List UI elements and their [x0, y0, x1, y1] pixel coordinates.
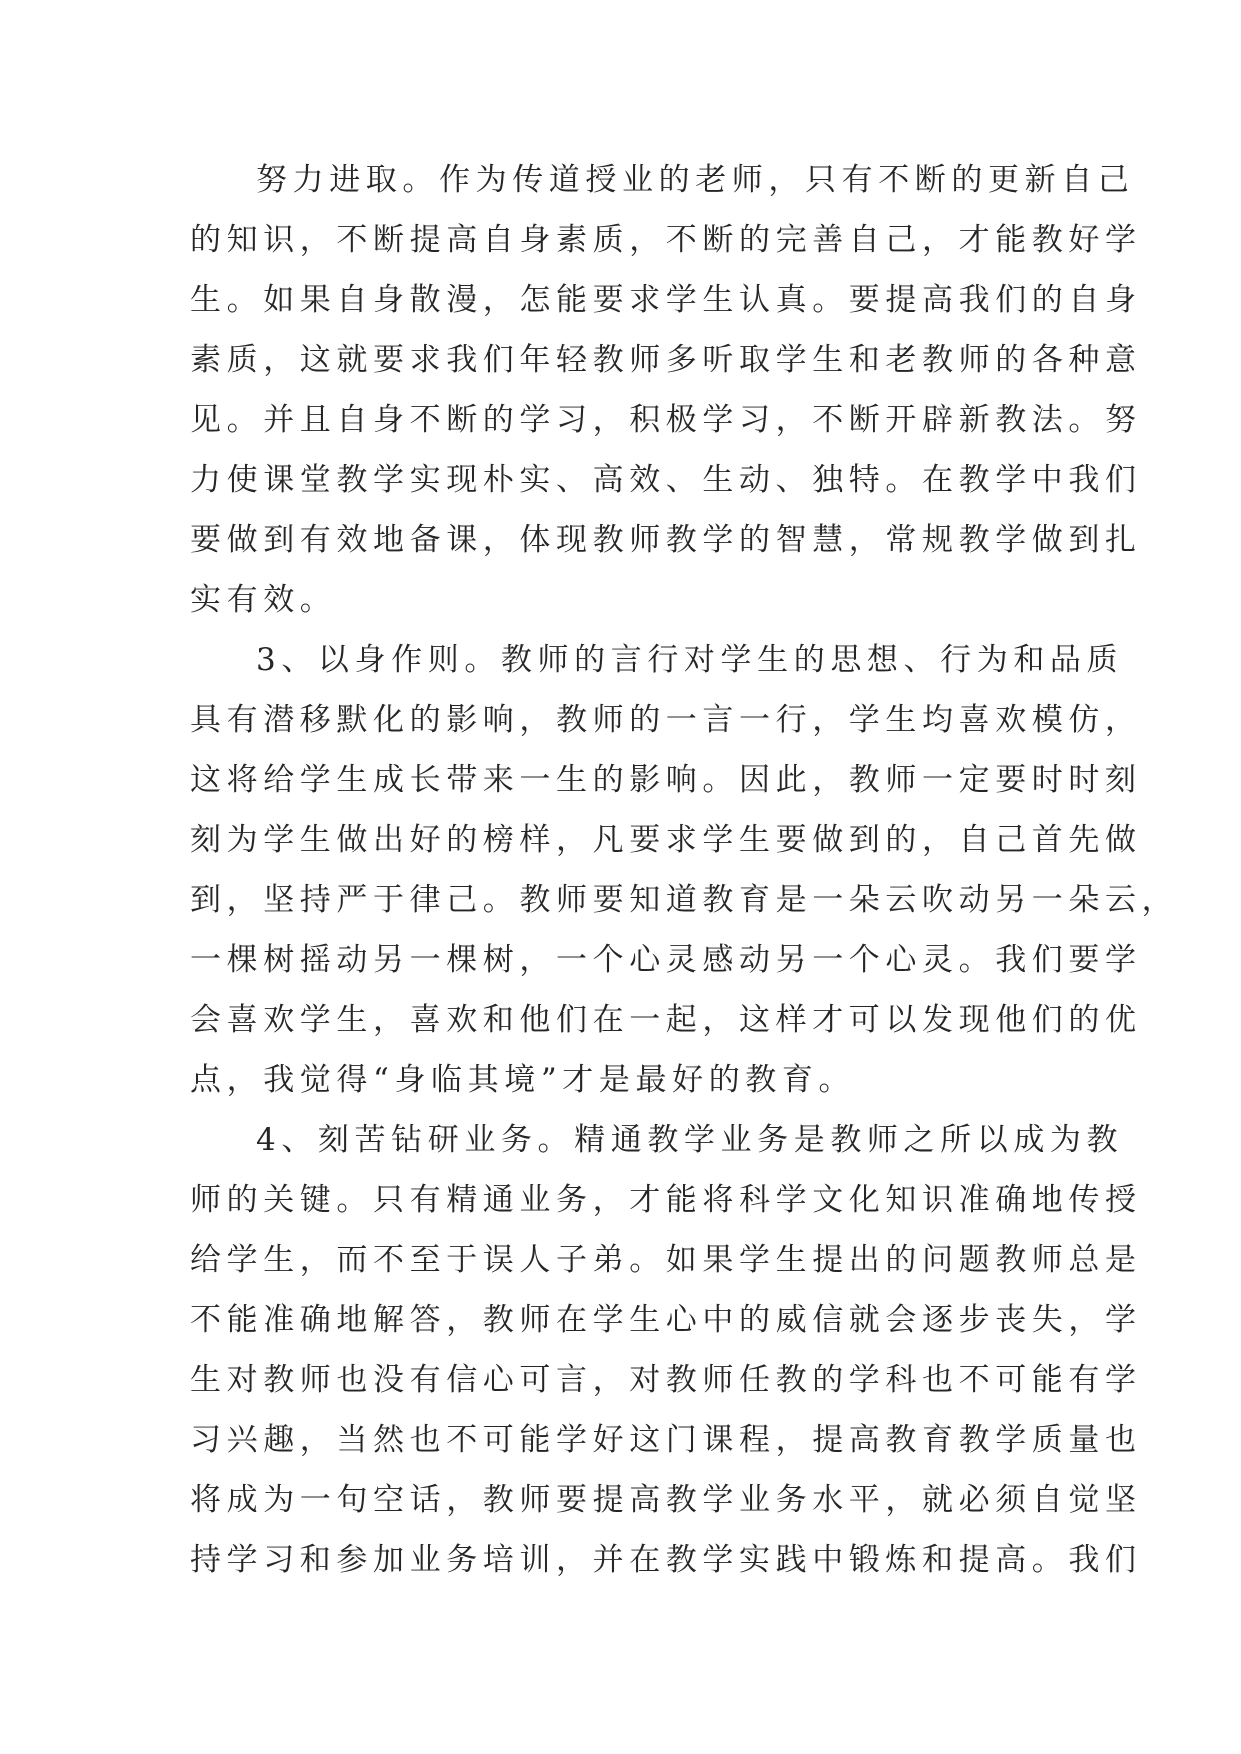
text-line: 到，坚持严于律己。教师要知道教育是一朵云吹动另一朵云，: [190, 882, 1179, 918]
text-line: 习兴趣，当然也不可能学好这门课程，提高教育教学质量也: [190, 1422, 1142, 1458]
text-line: 会喜欢学生，喜欢和他们在一起，这样才可以发现他们的优: [190, 1002, 1142, 1038]
text-line: 见。并且自身不断的学习，积极学习，不断开辟新教法。努: [190, 402, 1142, 438]
text-line: 不能准确地解答，教师在学生心中的威信就会逐步丧失，学: [190, 1302, 1142, 1338]
body-text: [190, 150, 1179, 1590]
text-line: 3、以身作则。教师的言行对学生的思想、行为和品质: [256, 642, 1124, 678]
text-line: 4、刻苦钻研业务。精通教学业务是教师之所以成为教: [256, 1122, 1124, 1158]
text-line: 努力进取。作为传道授业的老师，只有不断的更新自己: [256, 162, 1135, 198]
text-line: 一棵树摇动另一棵树，一个心灵感动另一个心灵。我们要学: [190, 942, 1142, 978]
text-line: 这将给学生成长带来一生的影响。因此，教师一定要时时刻: [190, 762, 1142, 798]
text-line: 刻为学生做出好的榜样，凡要求学生要做到的，自己首先做: [190, 822, 1142, 858]
text-line: 素质，这就要求我们年轻教师多听取学生和老教师的各种意: [190, 342, 1142, 378]
text-line: 生。如果自身散漫，怎能要求学生认真。要提高我们的自身: [190, 282, 1142, 318]
text-line: 点，我觉得“身临其境”才是最好的教育。: [190, 1062, 856, 1098]
text-line: 力使课堂教学实现朴实、高效、生动、独特。在教学中我们: [190, 462, 1142, 498]
text-line: 师的关键。只有精通业务，才能将科学文化知识准确地传授: [190, 1182, 1142, 1218]
text-line: 将成为一句空话，教师要提高教学业务水平，就必须自觉坚: [190, 1482, 1142, 1518]
text-line: 持学习和参加业务培训，并在教学实践中锻炼和提高。我们: [190, 1542, 1142, 1578]
text-line: 的知识，不断提高自身素质，不断的完善自己，才能教好学: [190, 222, 1142, 258]
text-line: 具有潜移默化的影响，教师的一言一行，学生均喜欢模仿，: [190, 702, 1142, 738]
text-line: 实有效。: [190, 582, 337, 618]
text-line: 要做到有效地备课，体现教师教学的智慧，常规教学做到扎: [190, 522, 1142, 558]
text-line: 生对教师也没有信心可言，对教师任教的学科也不可能有学: [190, 1362, 1142, 1398]
text-line: 给学生，而不至于误人子弟。如果学生提出的问题教师总是: [190, 1242, 1142, 1278]
